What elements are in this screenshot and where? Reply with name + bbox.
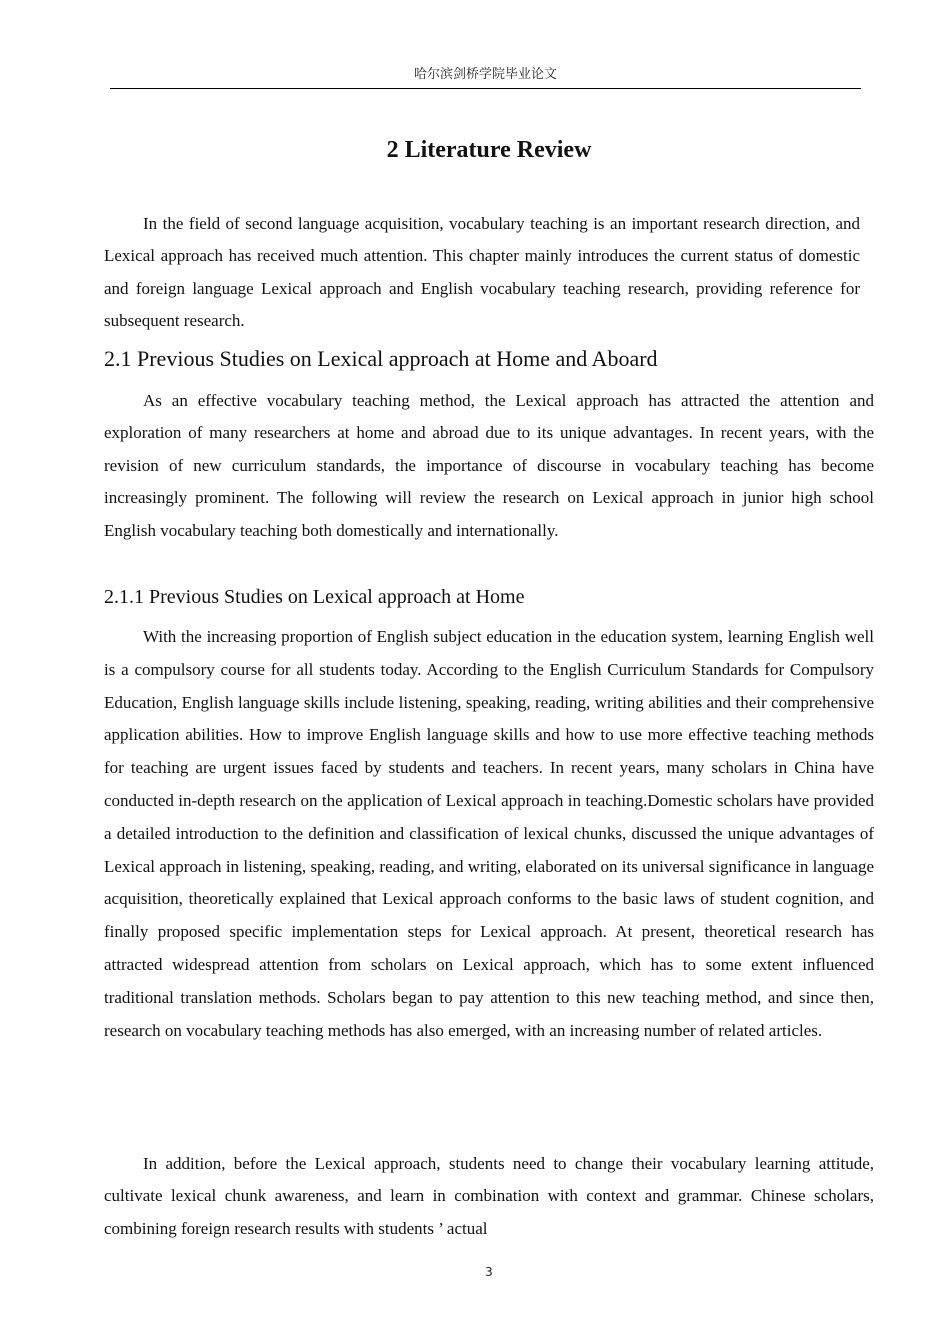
section-2-1-heading: 2.1 Previous Studies on Lexical approach at Home and Aboard bbox=[104, 346, 658, 371]
section-2-1-1-heading: 2.1.1 Previous Studies on Lexical approach at Home bbox=[104, 586, 525, 608]
section-2-1-1-paragraph-1: With the increasing proportion of English subject education in the education system, learning English well is a compulsory course for all students today. According to the English Curriculum Standards for Compulsory Education, English language skills include listening, speaking, reading, writing abilities and their comprehensive application abilities. How to improve English language skills and how to use more effective teaching methods for teaching are urgent issues faced by students and teachers. In recent years, many scholars in China have conducted in-depth research on the application of Lexical approach in teaching.Domestic scholars have provided a detailed introduction to the definition and classification of lexical chunks, discussed the unique advantages of Lexical approach in listening, speaking, reading, and writing, elaborated on its universal significance in language acquisition, theoretically explained that Lexical approach conforms to the basic laws of student cognition, and finally proposed specific implementation steps for Lexical approach. At present, theoretical research has attracted widespread attention from scholars on Lexical approach, which has to some extent influenced traditional translation methods. Scholars began to pay attention to this new teaching method, and since then, research on vocabulary teaching methods has also emerged, with an increasing number of related articles. bbox=[104, 627, 874, 1040]
page-number: 3 bbox=[485, 1265, 493, 1279]
running-header: 哈尔滨剑桥学院毕业论文 bbox=[110, 64, 861, 89]
section-2-1-1-paragraph-2: In addition, before the Lexical approach, students need to change their vocabulary learning attitude, cultivate lexical chunk awareness, and learn in combination with context and grammar. Chinese scholars, combining foreign research results with students ’ actual bbox=[104, 1154, 874, 1238]
chapter-title: 2 Literature Review bbox=[386, 137, 592, 163]
section-2-1-paragraph: As an effective vocabulary teaching method, the Lexical approach has attracted the attention and exploration of many researchers at home and abroad due to its unique advantages. In recent years, with the revision of new curriculum standards, the importance of discourse in vocabulary teaching has become increasingly prominent. The following will review the research on Lexical approach in junior high school English vocabulary teaching both domestically and internationally. bbox=[104, 391, 874, 540]
chapter-intro-paragraph: In the field of second language acquisition, vocabulary teaching is an important research direction, and Lexical approach has received much attention. This chapter mainly introduces the current status of domestic and foreign language Lexical approach and English vocabulary teaching research, providing reference for subsequent research. bbox=[104, 214, 860, 331]
